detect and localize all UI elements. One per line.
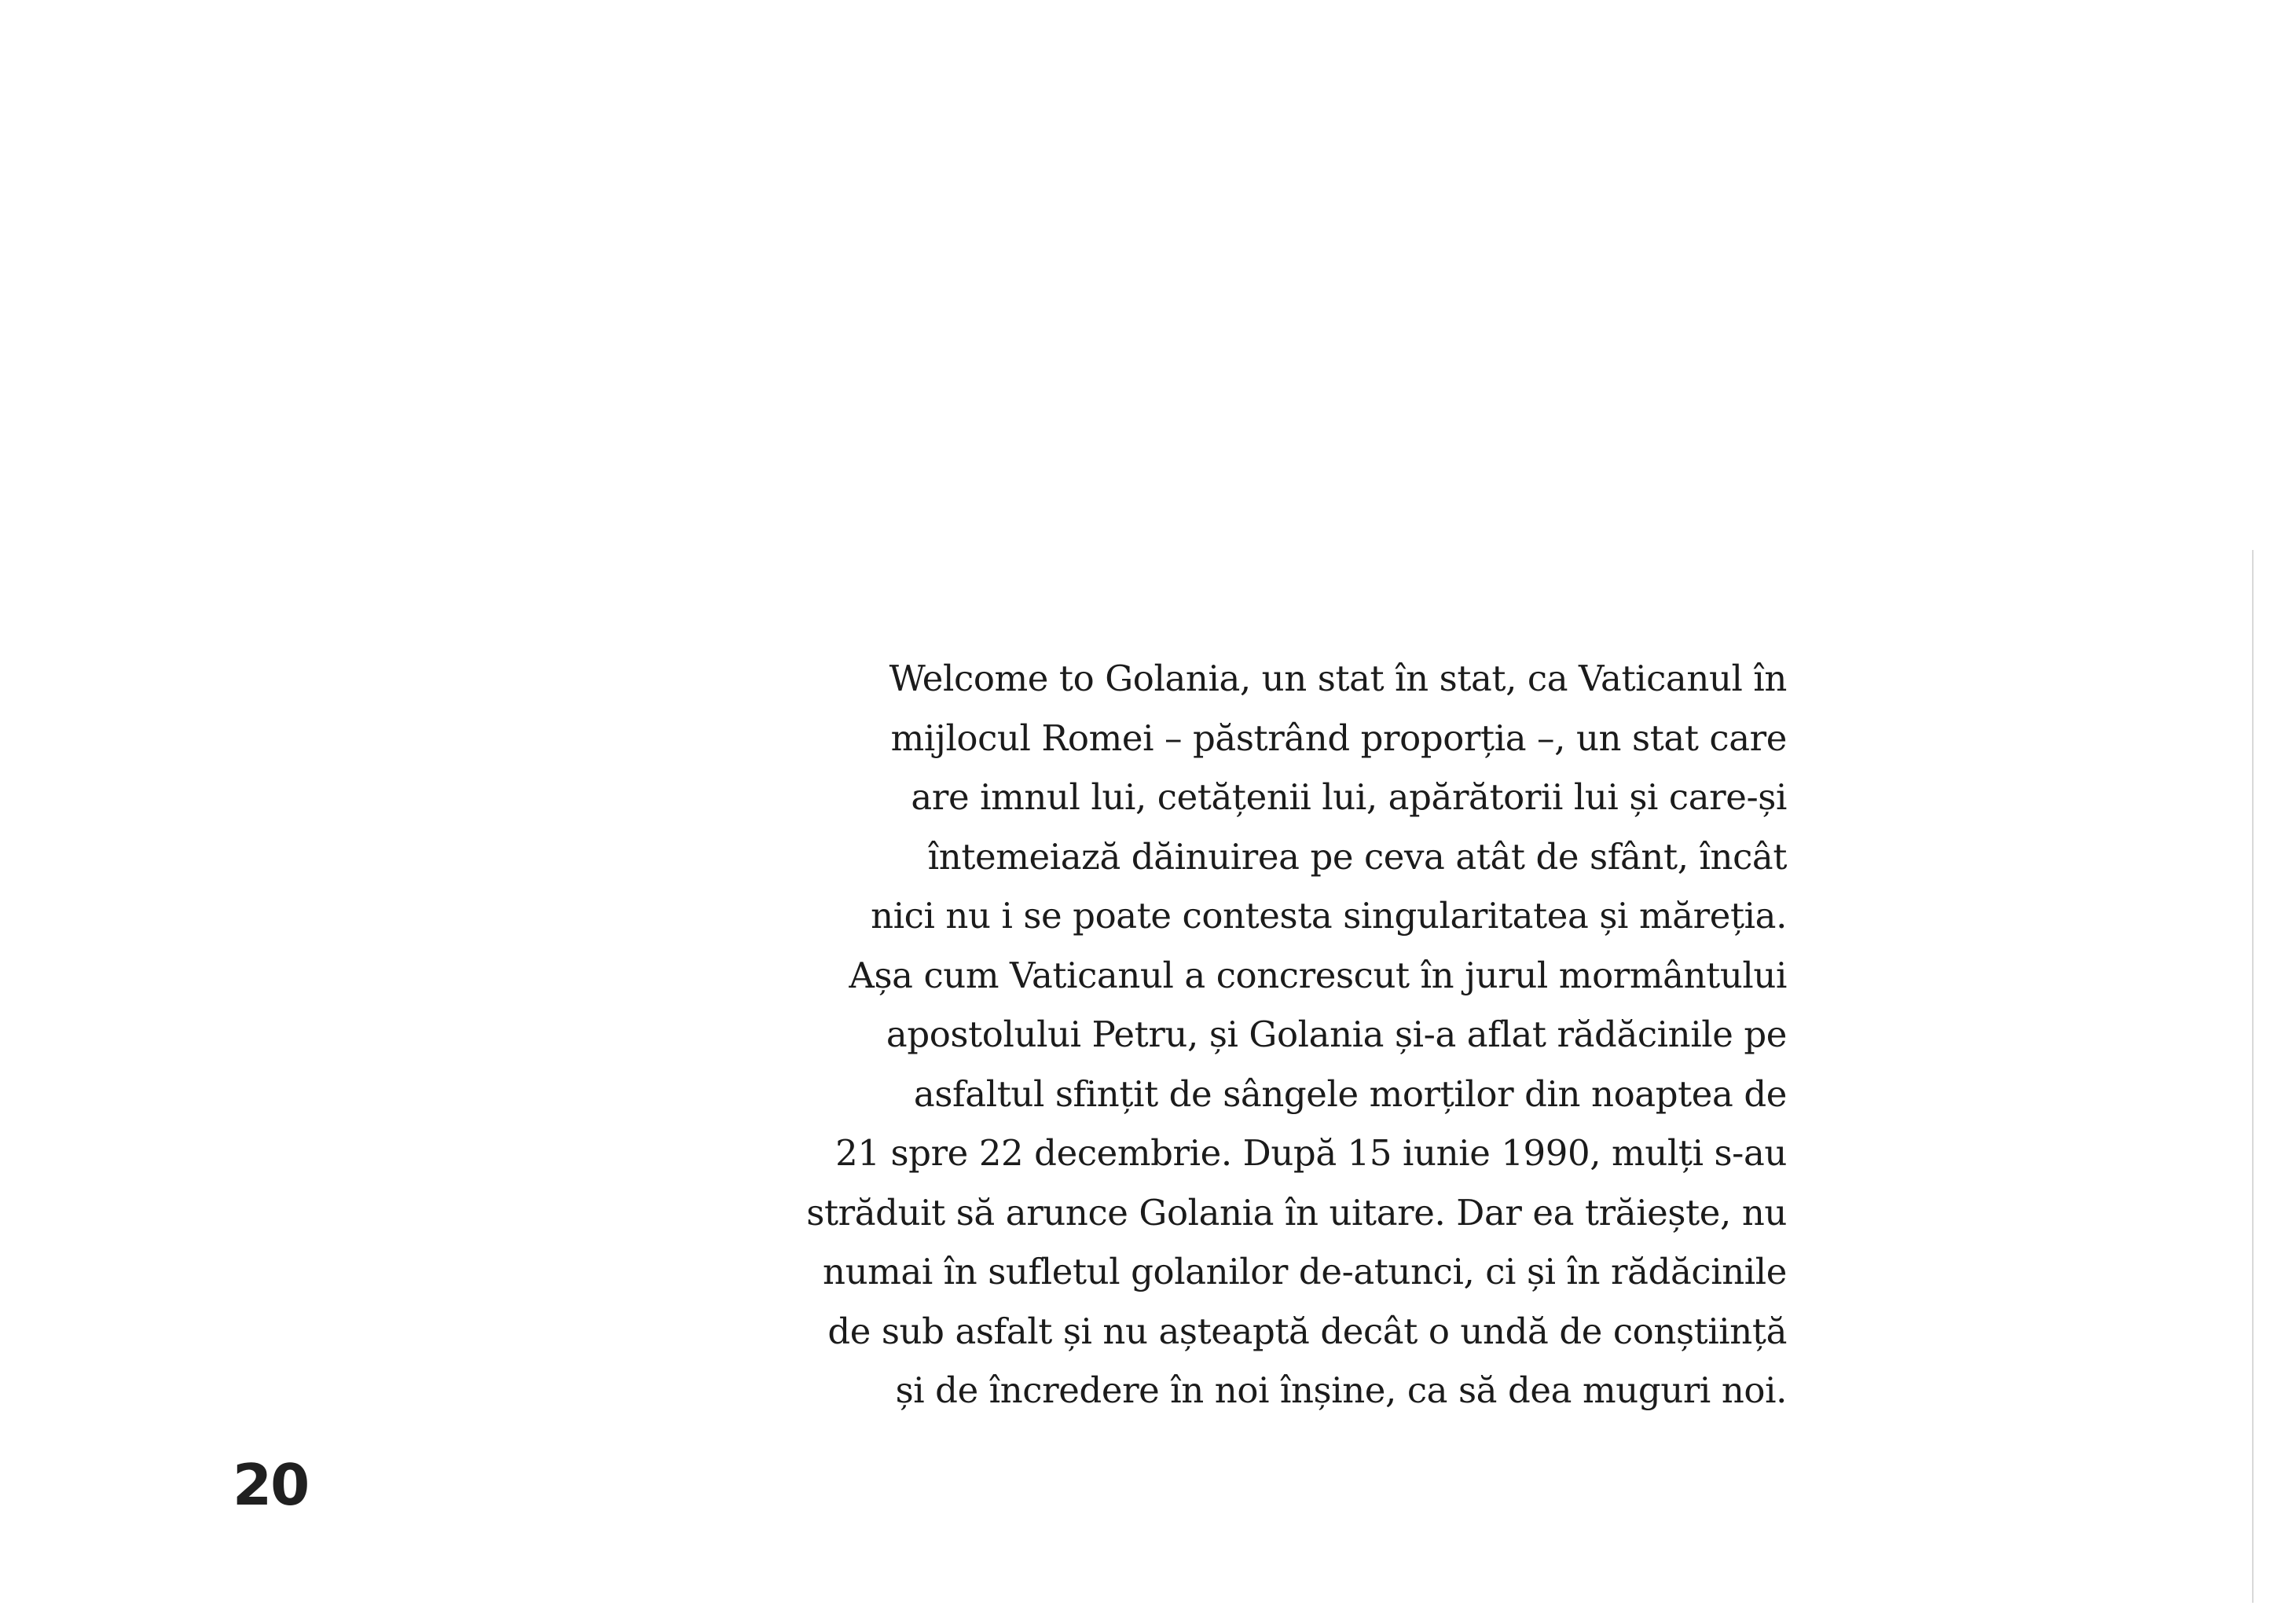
passage-line: întemeiază dăinuirea pe ceva atât de sfânt, încât	[927, 835, 1787, 878]
text-passage	[806, 649, 1787, 1421]
passage-line: străduit să arunce Golania în uitare. Dar ea trăiește, nu	[806, 1191, 1787, 1234]
page-number: 20	[233, 1452, 309, 1518]
passage-line: Așa cum Vaticanul a concrescut în jurul mormântului	[849, 954, 1787, 996]
passage-line: are imnul lui, cetățenii lui, apărătorii lui și care-și	[911, 776, 1787, 818]
passage-line: și de încredere în noi înșine, ca să dea muguri noi.	[895, 1369, 1787, 1411]
passage-line: mijlocul Romei – păstrând proporția –, un stat care	[890, 717, 1787, 759]
passage-line: asfaltul sfințit de sângele morților din noaptea de	[913, 1072, 1787, 1115]
passage-line: nici nu i se poate contesta singularitatea și măreția.	[871, 895, 1787, 937]
passage-line: de sub asfalt și nu așteaptă decât o undă de conștiință	[827, 1310, 1787, 1352]
passage-line: apostolului Petru, și Golania și-a aflat rădăcinile pe	[886, 1014, 1787, 1055]
page-edge-divider	[2252, 550, 2254, 1603]
passage-line: numai în sufletul golanilor de-atunci, ci și în rădăcinile	[822, 1251, 1787, 1292]
passage-line: Welcome to Golania, un stat în stat, ca Vaticanul în	[889, 658, 1787, 699]
passage-line: 21 spre 22 decembrie. După 15 iunie 1990, mulți s-au	[835, 1132, 1787, 1174]
